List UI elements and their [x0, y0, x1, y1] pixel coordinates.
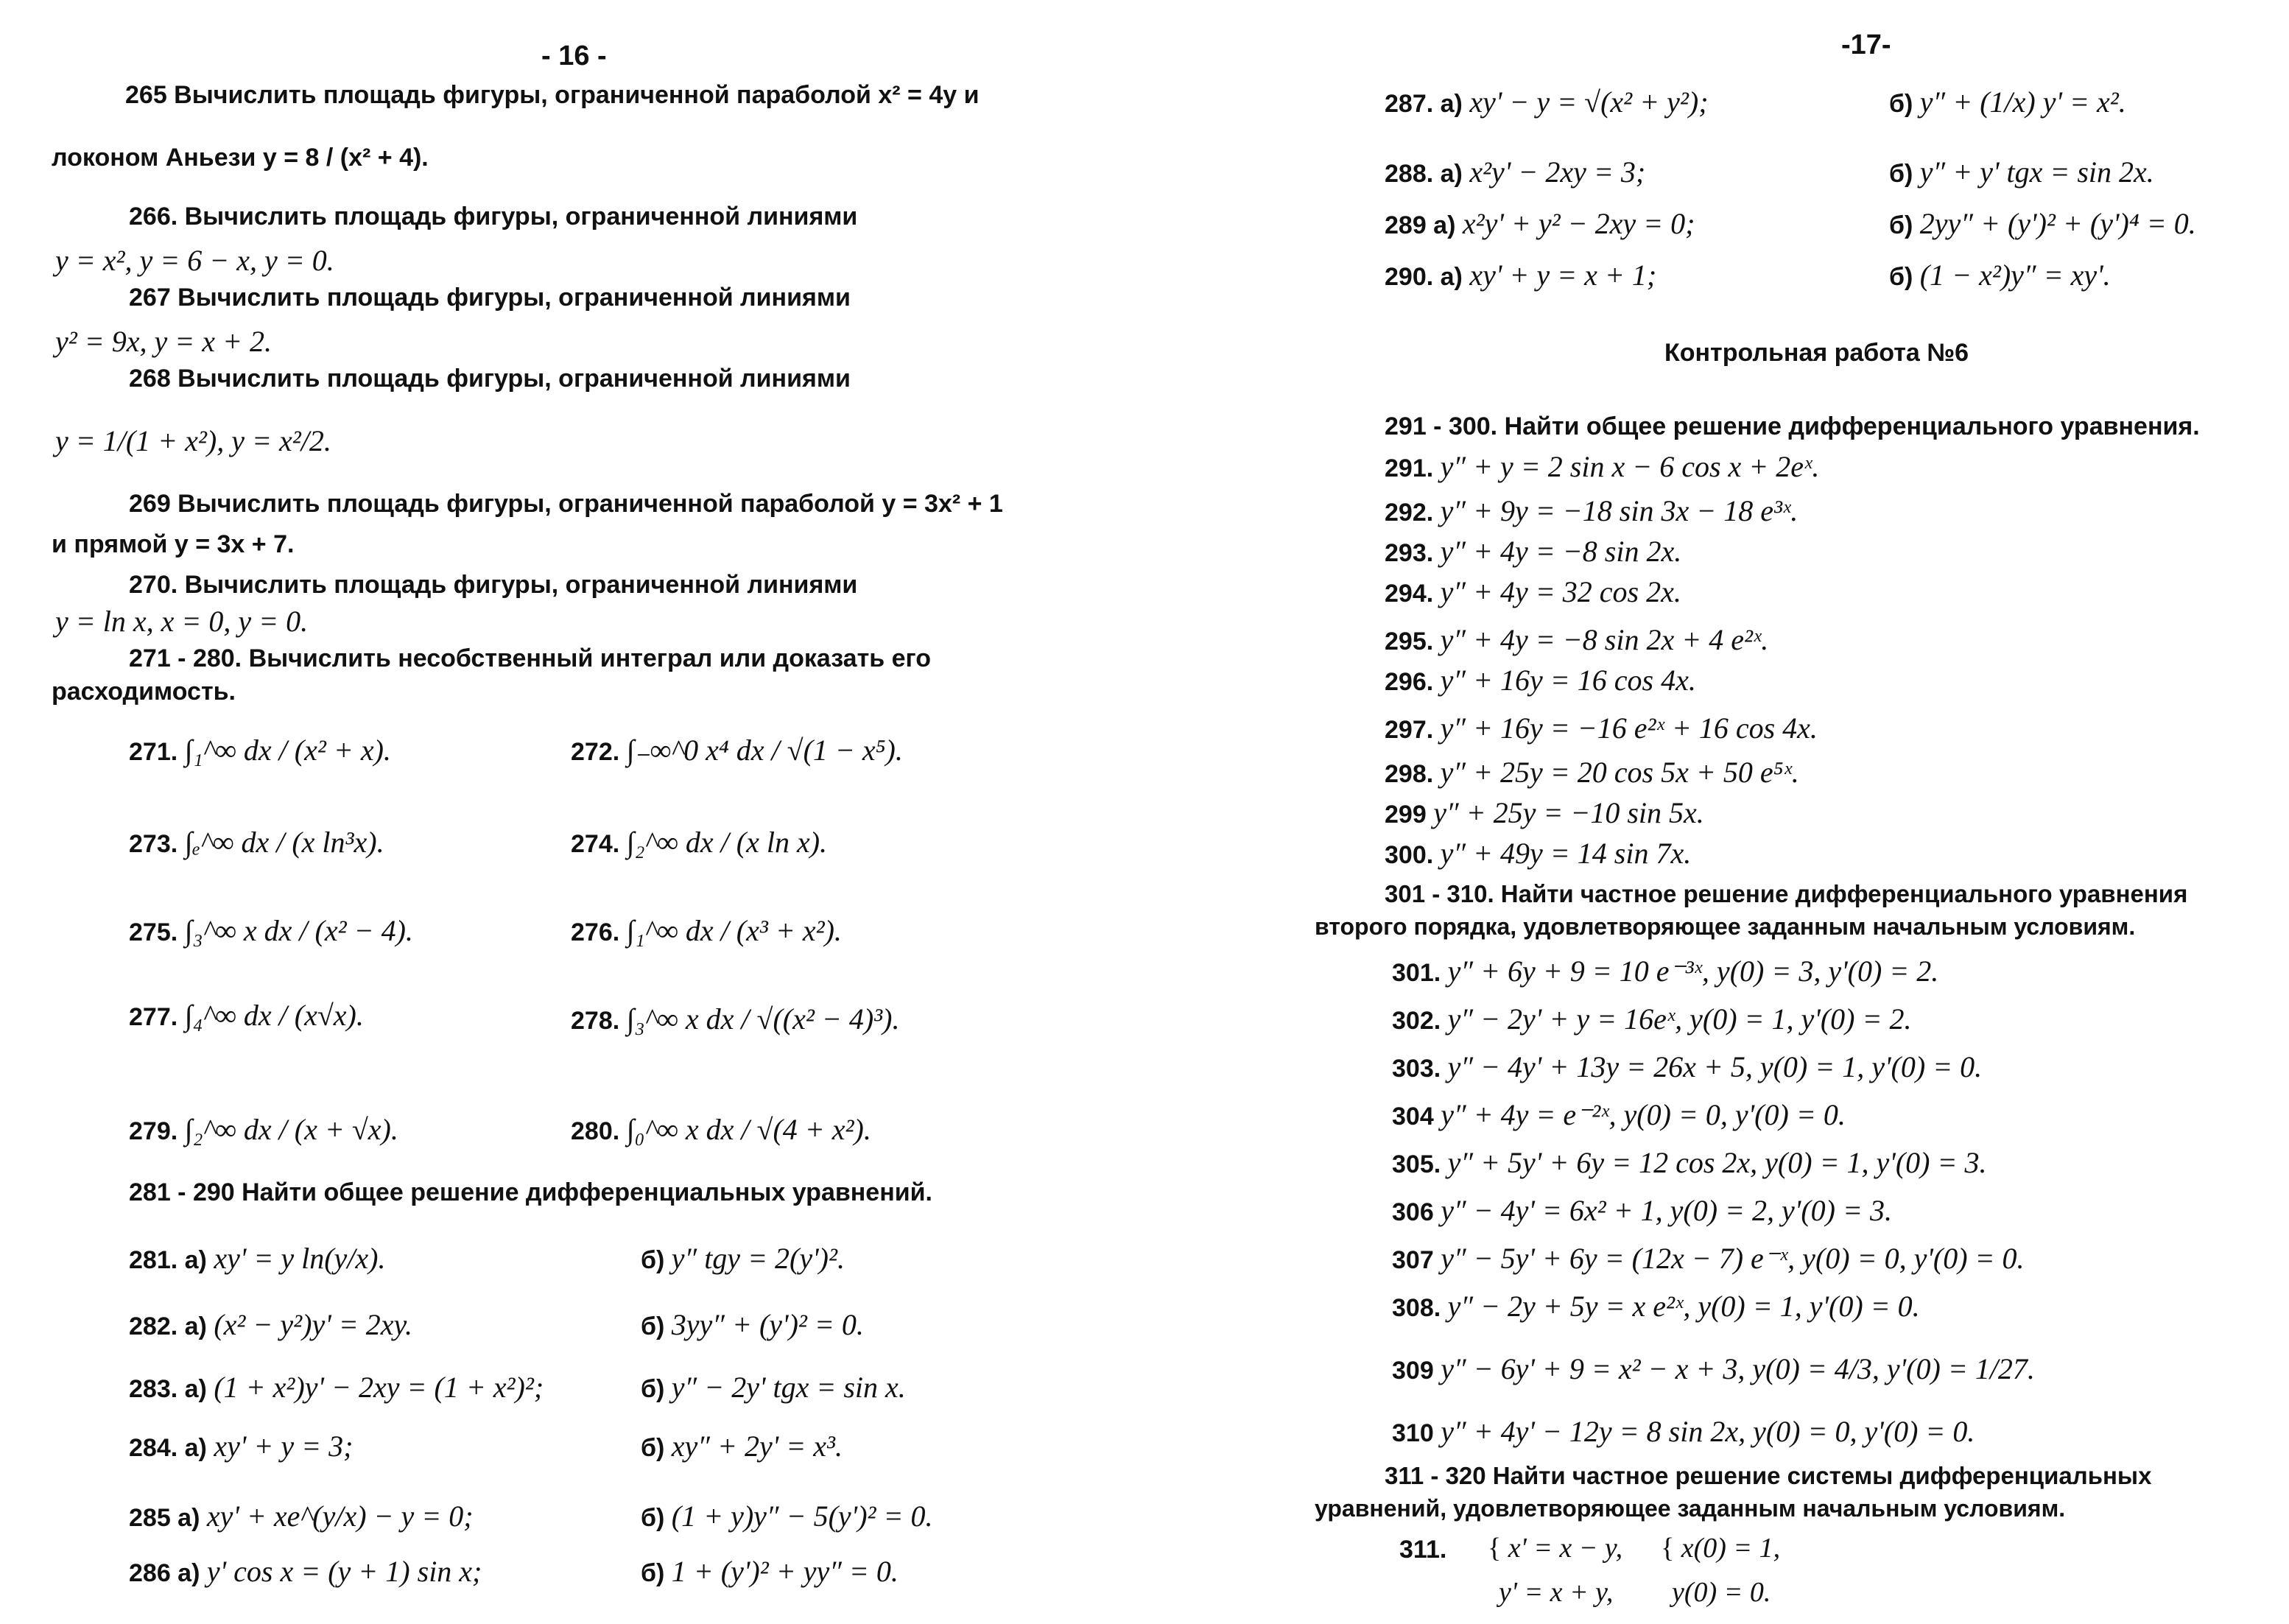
integral-number: 272. [571, 738, 620, 766]
de-number: 285 а) [129, 1504, 200, 1532]
de-expression-a: (1 + x²)y' − 2xy = (1 + x²)²; [214, 1371, 544, 1404]
de-expression: y″ − 2y + 5y = x e²ˣ, y(0) = 1, y'(0) = 0. [1447, 1290, 1920, 1323]
de-296 [1385, 663, 1696, 697]
de-282 [129, 1307, 412, 1342]
de-expression: y″ + 4y = −8 sin 2x. [1440, 535, 1682, 568]
de-number: 282. а) [129, 1312, 207, 1340]
de-number: 293. [1385, 539, 1434, 567]
de-number: 309 [1392, 1357, 1434, 1385]
de-287-b [1889, 85, 2126, 119]
problem-265-line-1: 265 Вычислить площадь фигуры, ограниченной параболой x² = 4y и [125, 81, 980, 109]
de-number: 288. а) [1385, 160, 1463, 188]
de-expression: y″ + 16y = 16 cos 4x. [1440, 664, 1696, 697]
problem-311-320-heading-2: уравнений, удовлетворяющее заданным начальным условиям. [1315, 1495, 2066, 1522]
integral-275 [129, 913, 413, 948]
de-expression: y″ + 4y = 32 cos 2x. [1440, 575, 1681, 608]
page-number-16: - 16 - [541, 41, 607, 71]
de-number: 291. [1385, 454, 1434, 482]
de-307 [1392, 1241, 2025, 1276]
de-b-label: б) [641, 1375, 665, 1403]
de-expression: y″ − 6y' + 9 = x² − x + 3, y(0) = 4/3, y'(0) = 1/27. [1441, 1352, 2035, 1385]
de-expression-a: xy' + y = x + 1; [1469, 259, 1657, 292]
section-title: Контрольная работа №6 [1664, 339, 1969, 367]
de-285-b [641, 1499, 933, 1533]
de-number: 302. [1392, 1007, 1441, 1035]
de-expression: y″ − 4y' + 13y = 26x + 5, y(0) = 1, y'(0) = 0. [1447, 1050, 1983, 1083]
de-b-label: б) [1889, 263, 1913, 291]
system-311-eq2: y' = x + y, [1499, 1577, 1614, 1608]
problem-301-310-heading-1: 301 - 310. Найти частное решение дифференциального уравнения [1385, 880, 2188, 907]
right-page [1311, 0, 2289, 1624]
problem-267-line-2: y² = 9x, y = x + 2. [55, 325, 272, 358]
system-311-ic2: y(0) = 0. [1672, 1577, 1771, 1608]
de-306 [1392, 1193, 1892, 1228]
de-286-b [641, 1554, 899, 1589]
de-expression: y″ + 49y = 14 sin 7x. [1440, 837, 1692, 870]
page-number-17: -17- [1841, 29, 1891, 60]
de-b-label: б) [641, 1504, 665, 1532]
de-298 [1385, 755, 1799, 790]
de-number: 284. а) [129, 1434, 207, 1462]
integral-expression: ∫₃^∞ x dx / √((x² − 4)³). [626, 1002, 900, 1036]
de-expression: y″ + 25y = 20 cos 5x + 50 e⁵ˣ. [1440, 756, 1799, 789]
integral-number: 276. [571, 918, 620, 946]
de-expression-b: (1 + y)y″ − 5(y')² = 0. [671, 1500, 933, 1533]
de-number: 286 а) [129, 1559, 200, 1587]
problem-269-line-2: и прямой y = 3x + 7. [52, 530, 295, 558]
problem-281-290-heading: 281 - 290 Найти общее решение дифференциальных уравнений. [129, 1178, 932, 1206]
integral-expression: ∫ₑ^∞ dx / (x ln³x). [184, 826, 384, 859]
system-311-ic1 [1661, 1532, 1780, 1564]
de-number: 296. [1385, 668, 1434, 696]
de-expression-b: y″ − 2y' tgx = sin x. [671, 1371, 906, 1404]
de-expression-a: xy' = y ln(y/x). [214, 1242, 386, 1275]
left-page [0, 0, 1119, 1624]
de-295 [1385, 622, 1768, 657]
de-292 [1385, 493, 1798, 528]
integral-273 [129, 825, 384, 860]
de-b-label: б) [641, 1559, 665, 1587]
de-number: 298. [1385, 760, 1434, 788]
de-b-label: б) [1889, 160, 1913, 188]
de-b-label: б) [1889, 90, 1913, 118]
de-expression: y″ + 5y' + 6y = 12 cos 2x, y(0) = 1, y'(0) = 3. [1447, 1146, 1987, 1179]
integral-272 [571, 733, 903, 767]
integral-expression: ∫₄^∞ dx / (x√x). [184, 999, 364, 1032]
integral-279 [129, 1112, 398, 1147]
de-number: 290. а) [1385, 263, 1463, 291]
integral-expression: ∫₋∞^0 x⁴ dx / √(1 − x⁵). [626, 734, 903, 767]
de-number: 308. [1392, 1294, 1441, 1322]
de-expression-a: xy' + y = 3; [214, 1430, 354, 1463]
de-expression-b: 1 + (y')² + yy″ = 0. [671, 1555, 899, 1588]
de-expression-b: y″ tgy = 2(y')². [671, 1242, 845, 1275]
de-expression-b: 2yy″ + (y')² + (y')⁴ = 0. [1919, 207, 2196, 240]
de-b-label: б) [1889, 211, 1913, 239]
de-number: 295. [1385, 628, 1434, 655]
de-expression-a: x²y' − 2xy = 3; [1469, 155, 1646, 189]
problem-291-300-heading: 291 - 300. Найти общее решение дифференциального уравнения. [1385, 412, 2200, 440]
de-expression: y″ + 6y + 9 = 10 e⁻³ˣ, y(0) = 3, y'(0) = 2. [1447, 955, 1939, 988]
de-284-b [641, 1429, 843, 1463]
de-expression-a: y' cos x = (y + 1) sin x; [206, 1555, 482, 1588]
integral-expression: ∫₃^∞ x dx / (x² − 4). [184, 914, 413, 947]
problem-311-320-heading-1: 311 - 320 Найти частное решение системы дифференциальных [1385, 1462, 2152, 1489]
integral-278 [571, 1002, 899, 1036]
problem-271-280-heading-2: расходимость. [52, 678, 236, 706]
de-expression: y″ + 4y' − 12y = 8 sin 2x, y(0) = 0, y'(0) = 0. [1441, 1415, 1975, 1448]
de-expression-a: (x² − y²)y' = 2xy. [214, 1308, 413, 1341]
de-b-label: б) [641, 1434, 665, 1462]
de-285 [129, 1499, 474, 1533]
de-number: 305. [1392, 1150, 1441, 1178]
de-expression-a: xy' + xe^(y/x) − y = 0; [206, 1500, 474, 1533]
integral-number: 273. [129, 830, 178, 858]
de-310 [1392, 1414, 1975, 1449]
de-289 [1385, 206, 1695, 241]
de-number: 283. а) [129, 1375, 207, 1403]
de-283 [129, 1370, 544, 1405]
problem-268-line-1: 268 Вычислить площадь фигуры, ограниченной линиями [129, 365, 851, 393]
de-290 [1385, 258, 1656, 292]
de-281 [129, 1241, 386, 1276]
de-289-b [1889, 206, 2196, 241]
de-305 [1392, 1145, 1987, 1180]
de-number: 287. а) [1385, 90, 1463, 118]
de-expression-b: (1 − x²)y″ = xy'. [1919, 259, 2111, 292]
de-expression: y″ + 4y = e⁻²ˣ, y(0) = 0, y'(0) = 0. [1441, 1098, 1846, 1131]
de-number: 304 [1392, 1103, 1434, 1131]
de-number: 292. [1385, 499, 1434, 527]
de-number: 303. [1392, 1055, 1441, 1083]
de-304 [1392, 1097, 1846, 1132]
system-311 [1399, 1536, 1446, 1564]
de-expression: y″ + 25y = −10 sin 5x. [1433, 796, 1704, 829]
de-282-b [641, 1307, 864, 1342]
system-equation-1: x' = x − y, [1508, 1533, 1623, 1564]
integral-number: 278. [571, 1007, 620, 1035]
de-309 [1392, 1351, 2035, 1386]
de-number: 299 [1385, 801, 1427, 829]
de-expression: y″ − 5y' + 6y = (12x − 7) e⁻ˣ, y(0) = 0, y'(0) = 0. [1441, 1242, 2025, 1275]
system-number: 311. [1399, 1536, 1447, 1564]
de-number: 306 [1392, 1198, 1434, 1226]
de-281-b [641, 1241, 845, 1276]
problem-270-line-2: y = ln x, x = 0, y = 0. [55, 605, 309, 638]
integral-expression: ∫₂^∞ dx / (x + √x). [184, 1113, 398, 1146]
de-303 [1392, 1050, 1982, 1084]
de-294 [1385, 574, 1681, 609]
problem-271-280-heading-1: 271 - 280. Вычислить несобственный интеграл или доказать его [129, 644, 931, 672]
integral-expression: ∫₁^∞ dx / (x² + x). [184, 734, 391, 767]
problem-301-310-heading-2: второго порядка, удовлетворяющее заданным начальным условиям. [1315, 913, 2136, 940]
integral-277 [129, 998, 364, 1033]
de-expression-a: x²y' + y² − 2xy = 0; [1462, 207, 1695, 240]
de-expression-b: y″ + (1/x) y' = x². [1919, 85, 2126, 119]
brace-left-icon: { [1488, 1533, 1502, 1564]
problem-268-line-2: y = 1/(1 + x²), y = x²/2. [55, 424, 331, 457]
integral-number: 277. [129, 1003, 178, 1031]
de-expression: y″ + 16y = −16 e²ˣ + 16 cos 4x. [1440, 711, 1818, 745]
integral-271 [129, 733, 391, 767]
problem-269-line-1: 269 Вычислить площадь фигуры, ограниченной параболой y = 3x² + 1 [129, 490, 1003, 518]
de-300 [1385, 836, 1691, 871]
de-290-b [1889, 258, 2111, 292]
integral-280 [571, 1112, 871, 1147]
problem-267-line-1: 267 Вычислить площадь фигуры, ограниченной линиями [129, 284, 851, 312]
de-expression-a: xy' − y = √(x² + y²); [1469, 85, 1709, 119]
integral-expression: ∫₂^∞ dx / (x ln x). [626, 826, 828, 859]
de-number: 294. [1385, 580, 1434, 608]
de-expression: y″ + 9y = −18 sin 3x − 18 e³ˣ. [1440, 494, 1798, 527]
de-expression-b: y″ + y' tgx = sin 2x. [1919, 155, 2154, 189]
de-b-label: б) [641, 1312, 665, 1340]
problem-266-line-2: y = x², y = 6 − x, y = 0. [55, 244, 334, 277]
de-b-label: б) [641, 1246, 665, 1274]
de-284 [129, 1429, 353, 1463]
de-308 [1392, 1289, 1920, 1324]
de-283-b [641, 1370, 906, 1405]
de-expression-b: 3yy″ + (y')² = 0. [671, 1308, 864, 1341]
de-number: 297. [1385, 716, 1434, 744]
integral-expression: ∫₁^∞ dx / (x³ + x²). [626, 914, 842, 947]
problem-265-line-2: локоном Аньези y = 8 / (x² + 4). [52, 144, 429, 172]
de-291 [1385, 449, 1819, 484]
de-288-b [1889, 155, 2154, 189]
de-299 [1385, 795, 1704, 830]
de-288 [1385, 155, 1645, 189]
de-number: 281. а) [129, 1246, 207, 1274]
de-number: 301. [1392, 959, 1441, 987]
integral-number: 274. [571, 830, 620, 858]
de-expression: y″ − 2y' + y = 16eˣ, y(0) = 1, y'(0) = 2. [1447, 1002, 1912, 1036]
de-expression: y″ − 4y' = 6x² + 1, y(0) = 2, y'(0) = 3. [1441, 1194, 1892, 1227]
de-302 [1392, 1002, 1911, 1036]
de-286 [129, 1554, 482, 1589]
integral-number: 275. [129, 918, 178, 946]
integral-number: 279. [129, 1117, 178, 1145]
de-287 [1385, 85, 1709, 119]
de-297 [1385, 711, 1818, 745]
integral-276 [571, 913, 842, 948]
de-expression: y″ + 4y = −8 sin 2x + 4 e²ˣ. [1440, 623, 1769, 656]
de-expression: y″ + y = 2 sin x − 6 cos x + 2eˣ. [1440, 450, 1820, 483]
de-301 [1392, 954, 1938, 988]
problem-270-line-1: 270. Вычислить площадь фигуры, ограниченной линиями [129, 571, 858, 599]
de-number: 307 [1392, 1246, 1434, 1274]
de-number: 310 [1392, 1419, 1434, 1447]
de-number: 289 а) [1385, 211, 1456, 239]
de-293 [1385, 534, 1681, 569]
problem-266-line-1: 266. Вычислить площадь фигуры, ограниченной линиями [129, 203, 858, 231]
brace-left-icon: { [1661, 1533, 1675, 1564]
de-number: 300. [1385, 841, 1434, 869]
de-expression-b: xy″ + 2y' = x³. [671, 1430, 843, 1463]
integral-number: 271. [129, 738, 178, 766]
integral-expression: ∫₀^∞ x dx / √(4 + x²). [626, 1113, 871, 1146]
integral-number: 280. [571, 1117, 620, 1145]
initial-condition-1: x(0) = 1, [1681, 1533, 1781, 1564]
integral-274 [571, 825, 827, 860]
system-311-eq1 [1488, 1532, 1622, 1564]
